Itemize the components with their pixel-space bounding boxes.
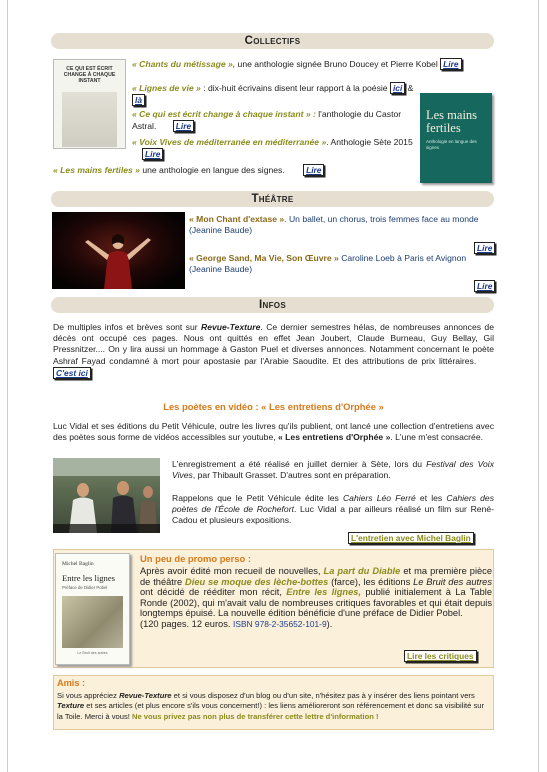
book-title-dieu-se-moque: Dieu se moque des lèche-bottes <box>185 576 329 587</box>
book-cover-les-mains-fertiles[interactable] <box>420 93 492 183</box>
entretien-link[interactable]: L'entretien avec Michel Baglin <box>348 532 474 544</box>
book-cover-subtitle: Préface de Didier Pobel <box>62 585 108 590</box>
performer-silhouette <box>52 212 185 289</box>
section-heading-theatre: Théâtre <box>51 191 494 207</box>
text: ). <box>326 618 333 629</box>
lire-les-critiques-link[interactable]: Lire les critiques <box>404 650 477 662</box>
theatre-item-1-title: « Mon Chant d'extase » <box>189 214 285 224</box>
publisher-name: Le Bruit des autres <box>413 576 492 587</box>
text: ont décidé de rééditer mon récit, <box>140 587 287 598</box>
video-heading: Les poètes en vidéo : « Les entretiens d'Orphée » <box>163 401 384 412</box>
isbn: ISBN 978-2-35652-101-9 <box>233 618 327 629</box>
section-heading-infos: Infos <box>51 297 494 313</box>
theatre-item-1-text: . Un ballet, un chorus, trois femmes face au monde (Jeanine Baude) <box>189 214 479 236</box>
collectif-item-5 <box>53 164 418 176</box>
entretiens-orphee-name: « Les entretiens d'Orphée » <box>278 432 391 443</box>
lire-link[interactable]: Lire <box>474 242 495 254</box>
collectif-item-5-title: « Les mains fertiles » <box>53 165 140 175</box>
theatre-item-2 <box>189 253 495 275</box>
page-border-left <box>7 0 8 772</box>
book-cover-author: Michel Baglin <box>62 561 94 567</box>
revue-texture-name: Revue-Texture <box>201 322 261 332</box>
cest-ici-link[interactable]: C'est ici <box>53 367 91 379</box>
text: , par Thibault Grasset. D'autres sont en préparation. <box>192 470 391 481</box>
text: et si vous disposez d'un blog ou d'un site, n'hésitez pas à y insérer des liens pointant vers <box>171 691 475 700</box>
infos-paragraph-1 <box>53 322 494 379</box>
text: . Ce dernier semestres hélas, de nombreuses annonces de décès ont occupé ces pages. Nous ont quittés en effet Jean Joubert, Claude Burneau, Guy Bellay, Gil Pressnitzer.... On y lira aussi un hommage à Gaston Puel et diverses annonces. Notamment concernant le poète Ashraf Fayad condamné à mort pour apostasie par l'Arabie Saoudite. Et des attributions de prix littéraires. <box>53 322 494 366</box>
infos-paragraph-3 <box>172 459 494 481</box>
text: De multiples infos et brèves sont sur <box>53 322 202 332</box>
book-cover-title: Entre les lignes <box>62 573 115 583</box>
lire-link[interactable]: Lire <box>474 280 495 292</box>
text: (120 pages. 12 euros. <box>140 618 231 629</box>
infos-paragraph-4 <box>172 493 494 527</box>
ici-link[interactable]: ici <box>390 82 405 94</box>
infos-paragraph-2 <box>53 421 494 443</box>
amis-text <box>57 691 492 722</box>
text: publié initialement à La Table Ronde (2002), qui m'avait valu de nombreuses critiques favorables et qui était depuis longtemps épuisé. La nouvelle édition bénéficie d'une préface de Didier Pobel. <box>140 587 492 619</box>
text: L'enregistrement a été réalisé en juillet dernier à Sète, lors du <box>172 459 427 469</box>
video-thumbnail-photo[interactable] <box>53 458 160 533</box>
text: Si vous appréciez <box>57 691 120 700</box>
book-cover-title: Les mains fertiles <box>426 108 478 135</box>
theatre-item-2-text: Caroline Loeb à Paris et Avignon (Jeanine Baude) <box>189 253 467 275</box>
la-link[interactable]: là <box>132 94 145 106</box>
video-thumbnail-figures <box>53 458 160 533</box>
collectif-item-1-title: « Chants du métissage », <box>132 59 236 69</box>
book-cover-art <box>62 92 117 147</box>
book-cover-title: CE QUI EST ÉCRIT CHANGE À CHAQUE INSTANT <box>63 66 116 84</box>
texture-name: Texture <box>57 701 85 711</box>
lire-link[interactable]: Lire <box>303 164 324 176</box>
text: et ses articles (et plus encore s'ils vous concernent!) : les liens amélioreront son référencement et donc sa visibilité sur la Toile. Merci à vous! <box>57 701 485 721</box>
text: Rappelons que le Petit Véhicule édite les <box>172 493 343 503</box>
book-cover-ce-qui-est-ecrit[interactable] <box>53 59 126 149</box>
collectif-item-3 <box>132 109 415 132</box>
text: . L'une m'est consacrée. <box>390 432 483 443</box>
cahiers-rochefort-name: Cahiers des poètes de l'École de Rochefort <box>172 493 494 515</box>
theatre-item-2-title: « George Sand, Ma Vie, Son Œuvre » <box>189 253 339 263</box>
section-heading-collectifs: Collectifs <box>51 33 494 49</box>
collectif-item-2 <box>132 82 415 106</box>
festival-name: Festival des Voix Vives <box>172 459 494 481</box>
amis-heading: Amis : <box>57 678 86 688</box>
lire-link[interactable]: Lire <box>142 148 163 160</box>
book-cover-photo <box>62 596 123 648</box>
entretien-link-wrap <box>348 528 474 546</box>
promo-link-wrap <box>404 646 477 664</box>
collectif-item-1-text: une anthologie signée Bruno Doucey et Pierre Kobel <box>235 59 438 69</box>
book-title-entre-les-lignes: Entre les lignes, <box>286 587 362 598</box>
cahiers-leo-ferre-name: Cahiers Léo Ferré <box>342 493 416 503</box>
text: . Luc Vidal a par ailleurs réalisé un film sur René-Cadou et plusieurs expositions. <box>172 504 494 526</box>
book-cover-publisher: Le Bruit des autres <box>77 651 108 655</box>
collectif-item-2-text: : dix-huit écrivains disent leur rapport à la poésie <box>200 83 388 93</box>
collectif-item-4 <box>132 137 415 160</box>
page-border-right <box>538 0 539 772</box>
lire-link[interactable]: Lire <box>440 58 461 70</box>
ampersand: & <box>407 83 414 93</box>
book-title-la-part-du-diable: La part du Diable <box>323 566 401 576</box>
theatre-item-1 <box>189 214 495 236</box>
book-cover-entre-les-lignes[interactable] <box>55 553 130 665</box>
text: (farce), les éditions <box>328 576 414 587</box>
revue-texture-name: Revue-Texture <box>119 691 172 700</box>
collectif-item-2-title: « Lignes de vie » <box>132 83 201 93</box>
theatre-item-2-lire <box>474 276 495 294</box>
lire-link[interactable]: Lire <box>173 120 194 132</box>
text: et ma première pièce de théâtre <box>140 566 493 587</box>
amis-highlight: Ne vous privez pas non plus de transférer cette lettre d'information ! <box>131 711 379 721</box>
collectif-item-1 <box>132 58 494 70</box>
collectif-item-5-text: une anthologie en langue des signes. <box>139 165 285 175</box>
collectif-item-3-text: l'anthologie du Castor Astral. <box>132 109 402 132</box>
promo-text <box>140 566 492 630</box>
collectif-item-4-text: . Anthologie Sète 2015 <box>326 137 413 147</box>
book-cover-subtitle: Anthologie en langue des signes <box>426 139 477 150</box>
collectif-item-4-title: « Voix Vives de méditerranée en méditerranée » <box>132 137 327 147</box>
collectif-item-3-title: « Ce qui est écrit change à chaque instant » : <box>132 109 316 119</box>
theatre-performer-photo <box>52 212 185 289</box>
promo-heading: Un peu de promo perso : <box>140 553 251 564</box>
text: et les <box>415 493 447 503</box>
text: Après avoir édité mon recueil de nouvelles, <box>140 566 324 576</box>
text: Luc Vidal et ses éditions du Petit Véhicule, outre les livres qu'ils publient, ont lancé une collection d'entretiens avec des poètes sous forme de vidéos accessibles sur youtube, <box>53 421 494 443</box>
